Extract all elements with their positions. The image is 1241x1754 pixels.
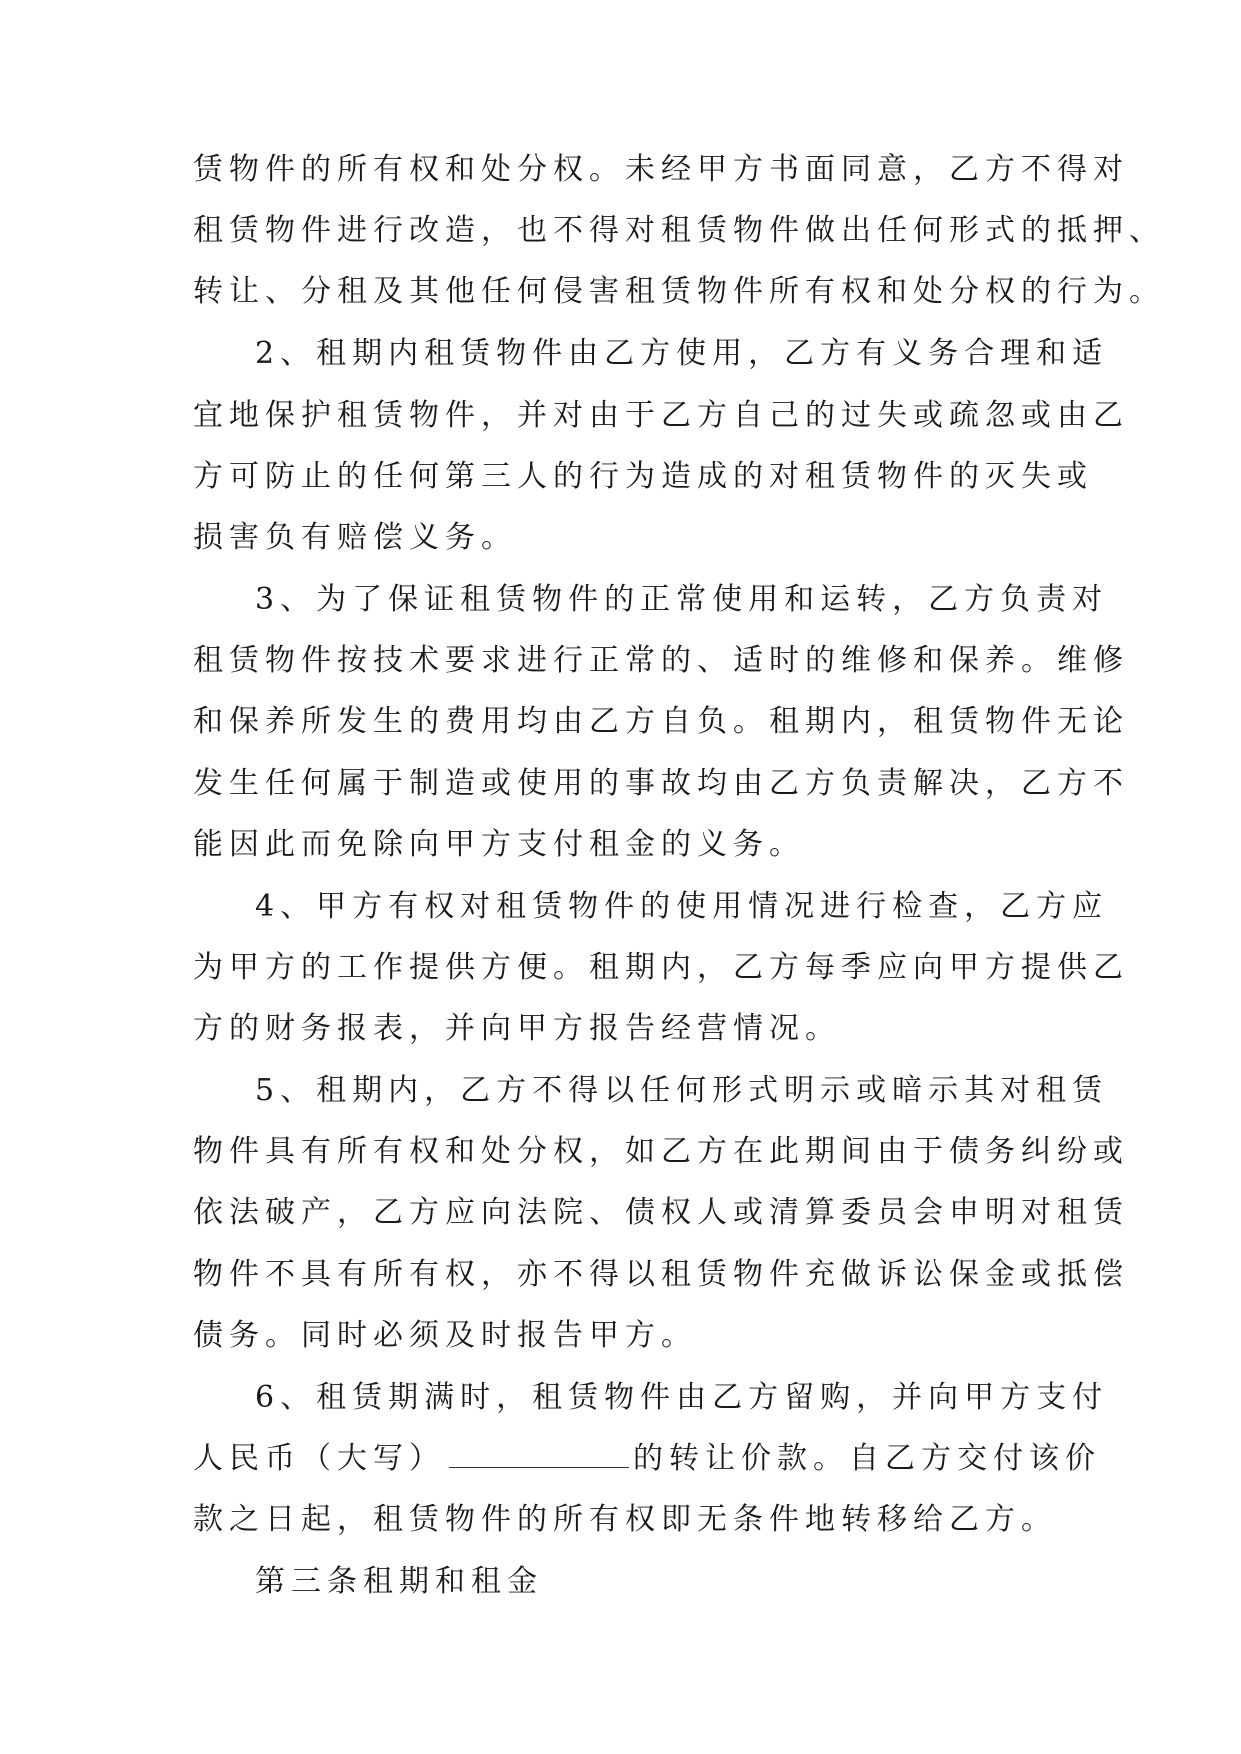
text-line: 为甲方的工作提供方便。租期内，乙方每季应向甲方提供乙	[193, 950, 1129, 985]
text-line: 方可防止的任何第三人的行为造成的对租赁物件的灭失或	[193, 459, 1093, 494]
text-line: 转让、分租及其他任何侵害租赁物件所有权和处分权的行为。	[193, 274, 1165, 309]
text-line: 依法破产，乙方应向法院、债权人或清算委员会申明对租赁	[193, 1195, 1129, 1230]
text-line: 租赁物件按技术要求进行正常的、适时的维修和保养。维修	[193, 643, 1129, 678]
text-line: 租赁物件进行改造，也不得对租赁物件做出任何形式的抵押、	[193, 213, 1165, 248]
text-line-with-blank	[193, 1439, 1101, 1479]
text-line: 宜地保护租赁物件，并对由于乙方自己的过失或疏忽或由乙	[193, 398, 1129, 433]
text-line: 物件具有所有权和处分权，如乙方在此期间由于债务纠纷或	[193, 1134, 1129, 1169]
text-line: 物件不具有所有权，亦不得以租赁物件充做诉讼保金或抵偿	[193, 1257, 1129, 1292]
text-line: 债务。同时必须及时报告甲方。	[193, 1318, 697, 1353]
text-line: 和保养所发生的费用均由乙方自负。租期内，租赁物件无论	[193, 704, 1129, 739]
clause-6-first-line: 6、租赁期满时，租赁物件由乙方留购，并向甲方支付	[255, 1380, 1109, 1415]
text-line: 赁物件的所有权和处分权。未经甲方书面同意，乙方不得对	[193, 152, 1129, 187]
section-heading-article-3: 第三条租期和租金	[255, 1564, 543, 1599]
amount-prefix-text: 人民币（大写）	[193, 1441, 445, 1476]
text-line: 发生任何属于制造或使用的事故均由乙方负责解决，乙方不	[193, 766, 1129, 801]
text-line: 损害负有赔偿义务。	[193, 520, 517, 555]
amount-blank-underline	[449, 1441, 629, 1468]
text-line: 能因此而免除向甲方支付租金的义务。	[193, 827, 805, 862]
clause-5-first-line: 5、租期内，乙方不得以任何形式明示或暗示其对租赁	[255, 1073, 1109, 1108]
text-line: 方的财务报表，并向甲方报告经营情况。	[193, 1011, 841, 1046]
clause-4-first-line: 4、甲方有权对租赁物件的使用情况进行检查，乙方应	[255, 889, 1109, 924]
amount-suffix-text: 的转让价款。自乙方交付该价	[633, 1441, 1101, 1476]
text-line: 款之日起，租赁物件的所有权即无条件地转移给乙方。	[193, 1502, 1057, 1537]
clause-3-first-line: 3、为了保证租赁物件的正常使用和运转，乙方负责对	[255, 582, 1109, 617]
clause-2-first-line: 2、租期内租赁物件由乙方使用，乙方有义务合理和适	[255, 336, 1109, 371]
